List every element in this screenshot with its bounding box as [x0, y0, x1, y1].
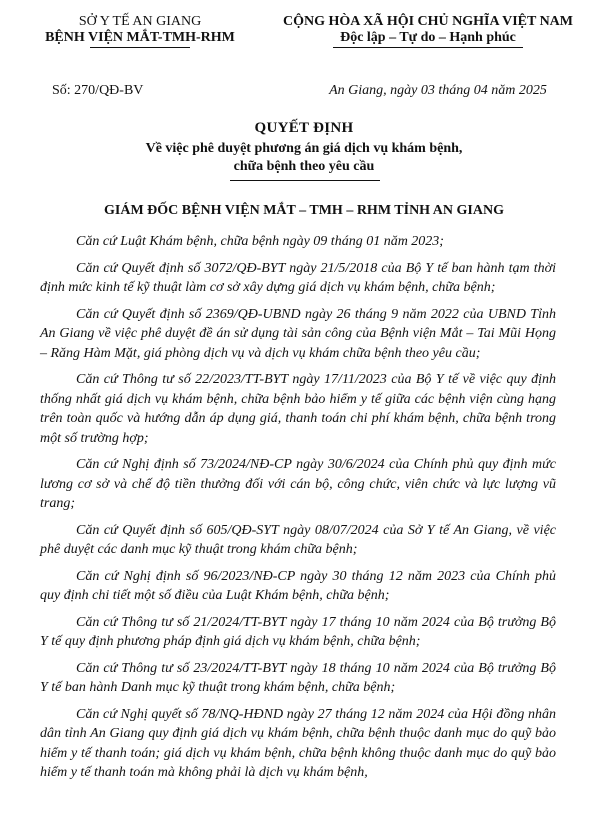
legal-basis-item: Căn cứ Quyết định số 3072/QĐ-BYT ngày 21/5/2018 của Bộ Y tế ban hành tạm thời định mức kinh tế kỹ thuật làm cơ sở xây dựng giá dịch vụ khám bệnh, chữa bệnh; — [40, 260, 556, 295]
document-subject — [0, 140, 608, 176]
issuer-header — [30, 14, 250, 48]
national-title: CỘNG HÒA XÃ HỘI CHỦ NGHĨA VIỆT NAM — [282, 14, 573, 29]
legal-basis-item: Căn cứ Quyết định số 2369/QĐ-UBND ngày 26 tháng 9 năm 2022 của UBND Tỉnh An Giang về việc phê duyệt đề án sử dụng tài sản công của Bệnh viện Mắt – Tai Mũi Họng – Răng Hàm Mặt, giá phòng dịch vụ và dịch vụ khám chữa bệnh theo yêu cầu; — [40, 306, 556, 361]
legal-basis-item: Căn cứ Nghị định số 96/2023/NĐ-CP ngày 30 tháng 12 năm 2023 của Chính phủ quy định chi tiết một số điều của Luật Khám bệnh, chữa bệnh; — [40, 568, 556, 603]
subject-line-1: Về việc phê duyệt phương án giá dịch vụ khám bệnh, — [145, 141, 463, 156]
document-title: QUYẾT ĐỊNH — [254, 120, 354, 136]
national-header — [258, 14, 598, 48]
legal-basis-item: Căn cứ Thông tư số 22/2023/TT-BYT ngày 17/11/2023 của Bộ Y tế về việc quy định thống nhất giá dịch vụ khám bệnh, chữa bệnh bảo hiểm y tế giữa các bệnh viện cùng hạng trên toàn quốc và hướng dẫn áp dụng giá, thanh toán chi phí khám bệnh, chữa bệnh trong một số trường hợp; — [40, 372, 556, 446]
issuer-org: SỞ Y TẾ AN GIANG — [78, 14, 202, 29]
national-motto: Độc lập – Tự do – Hạnh phúc — [340, 30, 516, 45]
place-date: An Giang, ngày 03 tháng 04 năm 2025 — [329, 83, 547, 98]
legal-bases — [40, 232, 556, 790]
subject-underline — [230, 180, 380, 181]
legal-basis-item: Căn cứ Thông tư số 21/2024/TT-BYT ngày 17 tháng 10 năm 2024 của Bộ trưởng Bộ Y tế quy định phương pháp định giá dịch vụ khám bệnh, chữa bệnh; — [40, 614, 556, 649]
issuing-authority: GIÁM ĐỐC BỆNH VIỆN MẮT – TMH – RHM TỈNH AN GIANG — [104, 203, 504, 218]
motto-underline — [333, 47, 523, 48]
legal-basis-item: Căn cứ Nghị quyết số 78/NQ-HĐND ngày 27 tháng 12 năm 2024 của Hội đồng nhân dân tỉnh An Giang quy định giá dịch vụ khám bệnh, chữa bệnh thuộc danh mục do quỹ bảo hiểm y tế thanh toán; giá dịch vụ khám bệnh, chữa bệnh không thuộc danh mục do quỹ bảo hiểm y tế thanh toán mà không phải là dịch vụ khám bệnh, — [40, 706, 556, 780]
legal-basis-item: Căn cứ Nghị định số 73/2024/NĐ-CP ngày 30/6/2024 của Chính phủ quy định mức lương cơ sở và chế độ tiền thưởng đối với cán bộ, công chức, viên chức và lực lượng vũ trang; — [40, 457, 556, 511]
legal-basis-item: Căn cứ Luật Khám bệnh, chữa bệnh ngày 09 tháng 01 năm 2023; — [76, 234, 444, 249]
document-number: Số: 270/QĐ-BV — [52, 83, 144, 98]
legal-basis-item: Căn cứ Thông tư số 23/2024/TT-BYT ngày 18 tháng 10 năm 2024 của Bộ trưởng Bộ Y tế ban hành Danh mục kỹ thuật trong khám bệnh, chữa bệnh; — [40, 660, 556, 695]
legal-basis-item: Căn cứ Quyết định số 605/QĐ-SYT ngày 08/07/2024 của Sở Y tế An Giang, về việc phê duyệt các danh mục kỹ thuật trong khám chữa bệnh; — [40, 522, 556, 557]
issuer-hospital: BỆNH VIỆN MẮT-TMH-RHM — [45, 30, 235, 45]
subject-line-2: chữa bệnh theo yêu cầu — [233, 159, 375, 174]
issuer-underline — [90, 47, 190, 48]
